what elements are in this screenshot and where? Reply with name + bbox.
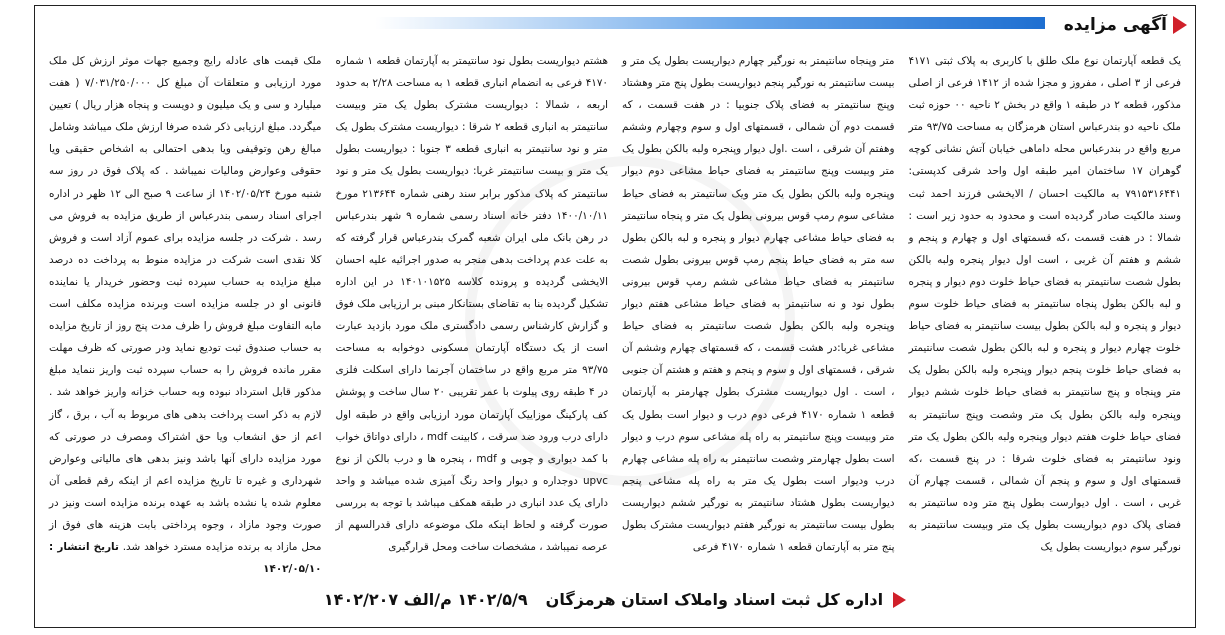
arrow-left-icon	[893, 592, 906, 608]
column-2	[622, 50, 895, 565]
notice-header	[1064, 12, 1187, 38]
publish-date-value: ۱۴۰۲/۰۵/۱۰	[263, 563, 322, 576]
notice-body	[49, 50, 1182, 576]
column-2-text: متر وپنجاه سانتیمتر به نورگیر چهارم دیواریست بطول یک متر و بیست سانتیمتر به نورگیر پنجم دیواریست بطول پنج متر وهشتاد وپنج سانتیمتر به فضای پلاک جنوبیا : در هفت قسمت ، که قسمت دوم آن شمالی ، قسمتهای اول و سوم وچهارم وششم وهفتم آن شرقی ، است .اول دیوار وپنجره ولبه بالکن بطول یک متر وبیست وپنج سانتیمتر به فضای حیاط مشاعی دوم دیوار وپنجره ولبه بالکن بطول یک متر ویک سانتیمتر به فضای حیاط مشاعی سوم رمپ قوس بیرونی بطول یک متر و پنجاه سانتیمتر به فضای حیاط مشاعی چهارم دیوار و پنجره و لبه بالکن بطول سه متر به فضای حیاط پنجم رمپ قوس بیرونی بطول شصت سانتیمتر به فضای حیاط مشاعی ششم رمپ قوس بیرونی بطول نود و نه سانتیمتر به فضای حیاط مشاعی هفتم دیوار وپنجره ولبه بالکن بطول شصت سانتیمتر به فضای حیاط مشاعی غربا:در هشت قسمت ، که قسمتهای چهارم وششم آن شرقی ، قسمتهای اول و سوم و پنجم و هفتم و هشتم آن جنوبی ، است . اول دیواریست مشترک بطول چهارمتر به آپارتمان قطعه ۱ شماره ۴۱۷۰ فرعی دوم درب و دیوار است بطول یک متر وبیست وپنج سانتیمتر به راه پله مشاعی سوم درب و دیوار است بطول چهارمتر وشصت سانتیمتر به راه پله مشاعی چهارم درب ودیوار است بطول یک متر به راه پله مشاعی پنجم دیواریست بطول هشتاد سانتیمتر به نورگیر ششم دیواریست بطول بیست سانتیمتر به نورگیر هفتم دیواریست مشترک بطول پنج متر به آپارتمان قطعه ۱ شماره ۴۱۷۰ فرعی	[622, 55, 895, 554]
notice-footer	[35, 590, 1195, 609]
issuer-signature: اداره کل ثبت اسناد واملاک استان هرمزگان	[545, 590, 884, 609]
column-4-text: ملک قیمت های عادله رایج وجمیع جهات موثر ارزش کل ملک مورد ارزیابی و متعلقات آن مبلغ کل ۷/۰۳۱/۲۵۰/۰۰۰ ( هفت میلیارد و سی و یک میلیون و دویست و پنجاه هزار ریال ) تعیین میگردد. مبلغ ارزیابی ذکر شده صرفا ارزش ملک میباشد وشامل مبالغ رهن وتوقیفی ویا بدهی احتمالی به اشخاص حقیقی ویا حقوقی وعوارض ومالیات نمیباشد . که پلاک فوق در روز سه شنبه مورخ ۱۴۰۲/۰۵/۲۴ از ساعت ۹ صبح الی ۱۲ ظهر در اداره اجرای اسناد رسمی بندرعباس از طریق مزایده به فروش می رسد . شرکت در جلسه مزایده برای عموم آزاد است و فروش کلا نقدی است شرکت در مزایده منوط به پرداخت ده درصد مبلغ مزایده به حساب سپرده ثبت وحضور خریدار یا نماینده قانونی او در جلسه مزایده است وبرنده مزایده مکلف است مابه التفاوت مبلغ فروش را ظرف مدت پنج روز از تاریخ مزایده به حساب صندوق ثبت تودیع نماید ودر صورتی که ظرف مهلت مقرر مانده فروش را به حساب سپرده ثبت واریز ننماید مبلغ مذکور قابل استرداد نبوده وبه حساب خزانه واریز خواهد شد . لازم به ذکر است پرداخت بدهی های مربوط به آب ، برق ، گاز اعم از حق انشعاب ویا حق اشتراک ومصرف در صورتی که مورد مزایده دارای آنها باشد ونیز بدهی های مالیاتی وعوارض شهرداری و غیره تا تاریخ مزایده اعم از اینکه رقم قطعی آن معلوم شده یا نشده باشد به عهده برنده مزایده است ونیز در صورت وجود مازاد ، وجوه پرداختی بابت هزینه های فوق از محل مازاد به برنده مزایده مسترد خواهد شد.	[49, 55, 322, 554]
column-4	[49, 50, 322, 576]
column-3-text: هشتم دیواریست بطول نود سانتیمتر به آپارتمان قطعه ۱ شماره ۴۱۷۰ فرعی به انضمام انباری قطعه ۱ به مساحت ۲/۲۸ به حدود اربعه ، شمالا : دیواریست مشترک بطول یک متر وبیست سانتیمتر به انباری قطعه ۲ شرقا : دیواریست مشترک بطول یک متر و نود سانتیمتر به انباری قطعه ۳ جنوبا : دیواریست بطول یک متر و بیست سانتیمتر غربا: دیواریست بطول یک متر و نود سانتیمتر که پلاک مذکور برابر سند رهنی شماره ۲۱۳۶۴۴ مورخ ۱۴۰۰/۱۰/۱۱ دفتر خانه اسناد رسمی شماره ۹ شهر بندرعباس در رهن بانک ملی ایران شعبه گمرک بندرعباس قرار گرفته که به علت عدم پرداخت بدهی منجر به صدور اجرائیه علیه احسان الایخشی گردیده و پرونده کلاسه ۱۴۰۱۰۱۵۲۵ در این اداره تشکیل گردیده بنا به تقاضای بستانکار مبنی بر ارزیابی ملک فوق و گزارش کارشناس رسمی دادگستری ملک مورد بازدید عبارت است از یک دستگاه آپارتمان مسکونی دوخوابه به مساحت ۹۳/۷۵ متر مربع واقع در ساختمان آجرنما دارای اسکلت فلزی در ۴ طبقه روی پیلوت با عمر تقریبی ۲۰ سال ساخت و پوشش کف پارکینگ موزاییک آپارتمان مورد ارزیابی واقع در طبقه اول دارای درب ورود ضد سرقت ، کابینت mdf ، دارای دواتاق خواب با کمد دیواری و چوبی و mdf ، پنجره ها و درب بالکن از نوع upvc دوجداره و دیوار واحد رنگ آمیزی شده میباشد و واحد دارای یک عدد انباری در طبقه همکف میباشد با توجه به بررسی صورت گرفته و لحاظ اینکه ملک موضوعه دارای قدرالسهم از عرصه نمیباشد ، مشخصات ساخت ومحل قرارگیری	[335, 55, 609, 554]
header-rule	[375, 17, 1045, 29]
arrow-left-icon	[1173, 16, 1187, 34]
column-3	[336, 50, 609, 565]
notice-frame	[34, 5, 1196, 628]
notice-title: آگهی مزایده	[1063, 15, 1167, 35]
publish-date-label: تاریخ انتشار :	[49, 541, 119, 554]
column-1	[909, 50, 1182, 565]
reference-number: ۱۴۰۲/۵/۹ م/الف ۱۴۰۲/۲۰۷	[323, 590, 528, 609]
column-1-text: یک قطعه آپارتمان نوع ملک طلق با کاربری به پلاک ثبتی ۴۱۷۱ فرعی از ۳ اصلی ، مفروز و مجزا شده از ۱۴۱۲ فرعی از اصلی مذکور، قطعه ۲ در طبقه ۱ واقع در بخش ۲ ناحیه ۰۰ حوزه ثبت ملک ناحیه دو بندرعباس استان هرمزگان به مساحت ۹۳/۷۵ متر مربع واقع در بندرعباس محله داماهی خیابان آتش نشانی کوچه گوهران ۱۷ ساختمان امیر طبقه اول واحد شرقی کدپستی: ۷۹۱۵۳۱۶۴۴۱ به مالکیت احسان / الایخشی فرزند احمد ثبت وسند مالکیت صادر گردیده است و محدود به حدود زیر است : شمالا : در هفت قسمت ،که قسمتهای اول و چهارم و پنجم و ششم و هفتم آن غربی ، است اول دیوار پنجره ولبه بالکن بطول شصت سانتیمتر به فضای حیاط خلوت دوم دیوار و پنجره و لبه بالکن بطول پنجاه سانتیمتر به فضای حیاط خلوت سوم دیوار و پنجره و لبه بالکن بطول بیست سانتیمتر به فضای حیاط خلوت چهارم دیوار و پنجره و لبه بالکن بطول شصت سانتیمتر به فضای حیاط خلوت پنجم دیوار وپنجره ولبه بالکن بطول یک متر وپنجاه و پنج سانتیمتر به فضای حیاط خلوت ششم دیوار وپنجره ولبه بالکن بطول یک متر وشصت وپنج سانتیمتر به فضای حیاط خلوت هفتم دیوار وپنجره ولبه بالکن بطول یک متر ونود سانتیمتر به فضای خلوت شرقا : در پنج قسمت ،که قسمتهای اول و سوم و پنجم آن شمالی ، قسمت چهارم آن غربی ، است . اول دیوارست بطول پنج متر وده سانتیمتر به فضای پلاک دوم دیواریست بطول یک متر وبیست سانتیمتر به نورگیر سوم دیواریست بطول یک	[908, 55, 1182, 554]
